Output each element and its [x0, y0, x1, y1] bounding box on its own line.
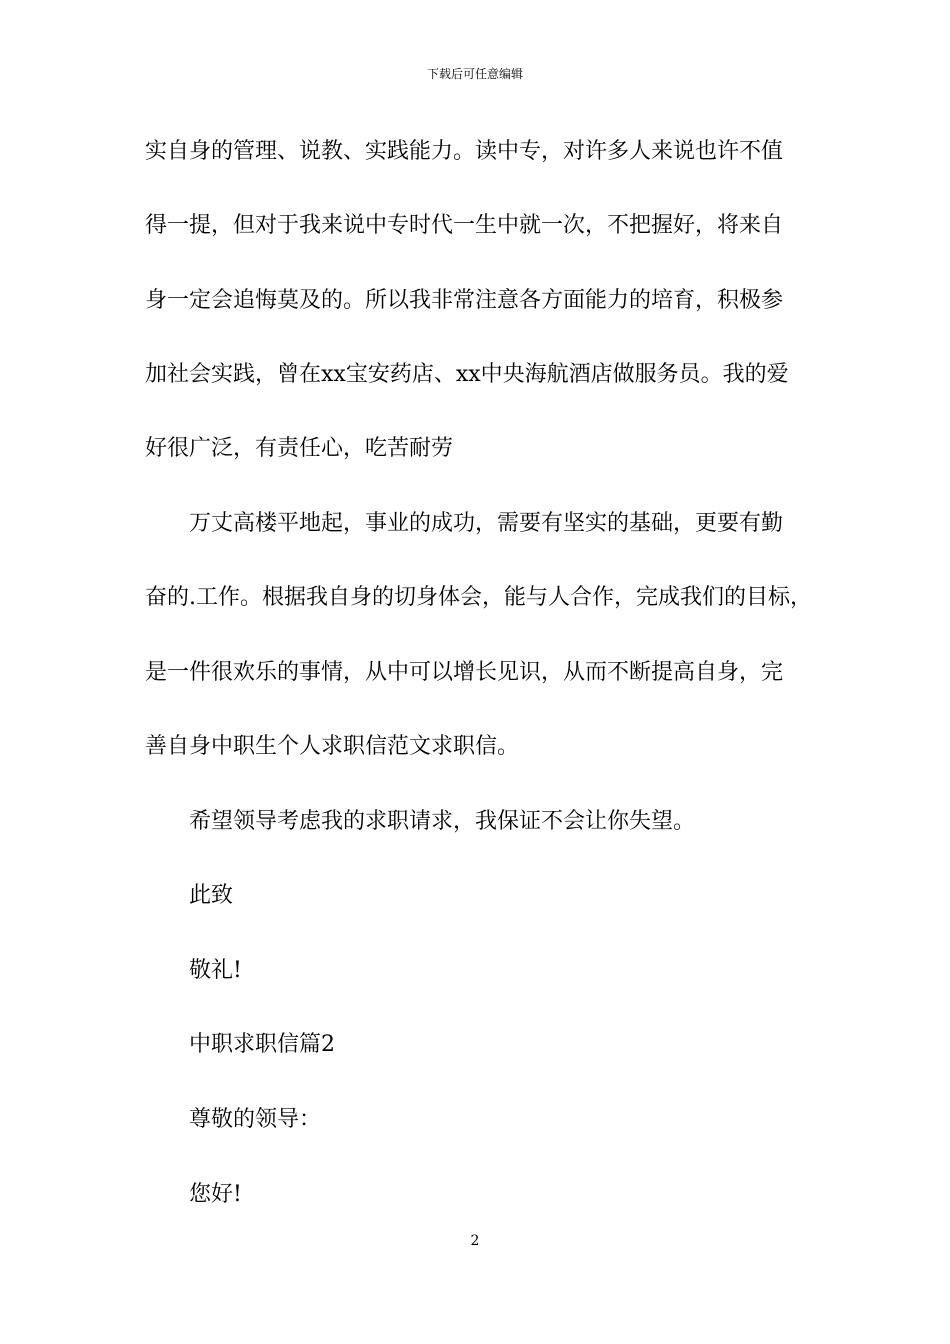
paragraph-line: 是一件很欢乐的事情，从中可以增长见识，从而不断提高自身，完 [145, 660, 784, 685]
paragraph-line: 好很广泛，有责任心，吃苦耐劳 [145, 436, 454, 461]
paragraph-line: 得一提，但对于我来说中专时代一生中就一次，不把握好，将来自 [145, 213, 784, 238]
paragraph-line: 奋的.工作。根据我自身的切身体会，能与人合作，完成我们的目标， [145, 585, 812, 610]
paragraph-line: 身一定会追悔莫及的。所以我非常注意各方面能力的培育，积极参 [145, 288, 784, 313]
paragraph-line: 希望领导考虑我的求职请求，我保证不会让你失望。 [189, 809, 696, 834]
paragraph-line: 实自身的管理、说教、实践能力。读中专，对许多人来说也许不值 [145, 139, 784, 164]
page-header: 下载后可任意编辑 [426, 67, 523, 81]
paragraph-line: 加社会实践，曾在xx宝安药店、xx中央海航酒店做服务员。我的爱 [145, 362, 789, 387]
section-title: 中职求职信篇2 [189, 1032, 335, 1057]
paragraph-line: 万丈高楼平地起，事业的成功，需要有坚实的基础，更要有勤 [189, 511, 784, 536]
salutation-line: 尊敬的领导： [189, 1107, 322, 1132]
closing-line: 敬礼! [189, 958, 242, 983]
paragraph-line: 善自身中职生个人求职信范文求职信。 [145, 734, 520, 759]
page-number: 2 [470, 1233, 480, 1249]
closing-line: 此致 [189, 883, 234, 908]
greeting-line: 您好! [189, 1182, 242, 1207]
